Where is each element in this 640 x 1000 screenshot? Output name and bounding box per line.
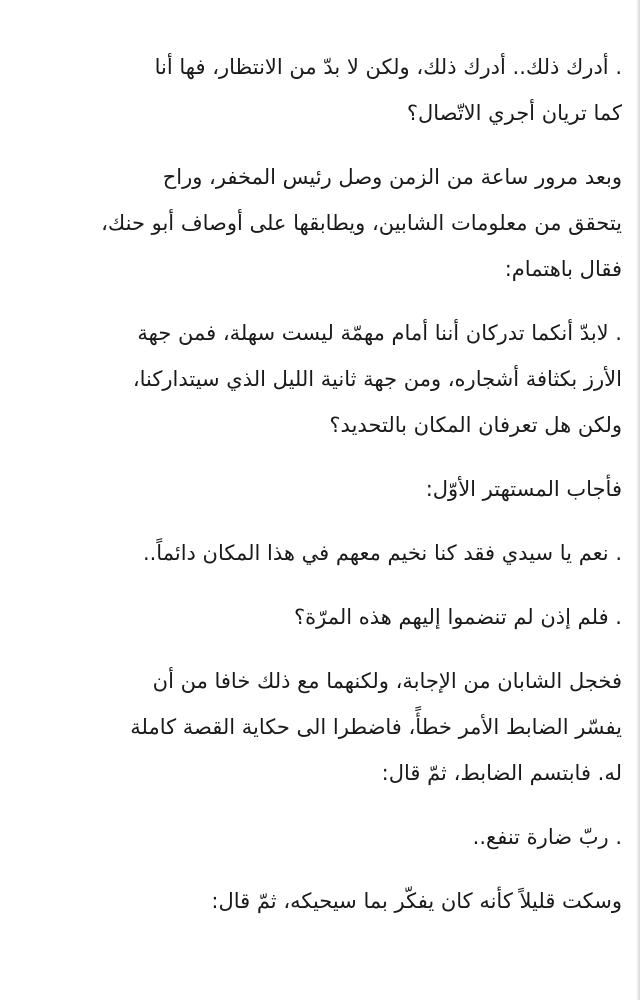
text-line: وبعد مرور ساعة من الزمن وصل رئيس المخفر، وراح <box>162 165 622 189</box>
text-line: . فلم إذن لم تنضموا إليهم هذه المرّة؟ <box>293 605 622 629</box>
paragraph-3 <box>36 310 622 448</box>
text-line: وسكت قليلاً كأنه كان يفكّر بما سيحيكه، ثمّ قال: <box>211 889 622 913</box>
text-line: ولكن هل تعرفان المكان بالتحديد؟ <box>329 413 622 437</box>
paragraph-9 <box>36 878 622 924</box>
text-line: يتحقق من معلومات الشابين، ويطابقها على أوصاف أبو حنك، <box>101 211 622 235</box>
paragraph-1 <box>36 44 622 136</box>
paragraph-7 <box>36 658 622 796</box>
text-line: . نعم يا سيدي فقد كنا نخيم معهم في هذا المكان دائماً.. <box>142 541 622 565</box>
text-line: كما تريان أجري الاتّصال؟ <box>406 101 622 125</box>
paragraph-2 <box>36 154 622 292</box>
paragraph-4 <box>36 466 622 512</box>
text-line: فقال باهتمام: <box>504 257 622 281</box>
text-line: . أدرك ذلك.. أدرك ذلك، ولكن لا بدّ من الانتظار، فها أنا <box>154 55 622 79</box>
text-line: الأرز بكثافة أشجاره، ومن جهة ثانية الليل الذي سيتداركنا، <box>132 367 622 391</box>
text-line: يفسّر الضابط الأمر خطأً، فاضطرا الى حكاية القصة كاملة <box>130 715 622 739</box>
text-line: . ربّ ضارة تنفع.. <box>472 825 622 849</box>
text-line: فخجل الشابان من الإجابة، ولكنهما مع ذلك خافا من أن <box>152 669 622 693</box>
page-edge-shadow <box>636 0 640 1000</box>
paragraph-5 <box>36 530 622 576</box>
text-line: . لابدّ أنكما تدركان أننا أمام مهمّة ليست سهلة، فمن جهة <box>137 321 622 345</box>
text-line: له. فابتسم الضابط، ثمّ قال: <box>381 761 622 785</box>
page-body-text <box>36 44 622 942</box>
paragraph-6 <box>36 594 622 640</box>
paragraph-8 <box>36 814 622 860</box>
text-line: فأجاب المستهتر الأوّل: <box>425 477 622 501</box>
